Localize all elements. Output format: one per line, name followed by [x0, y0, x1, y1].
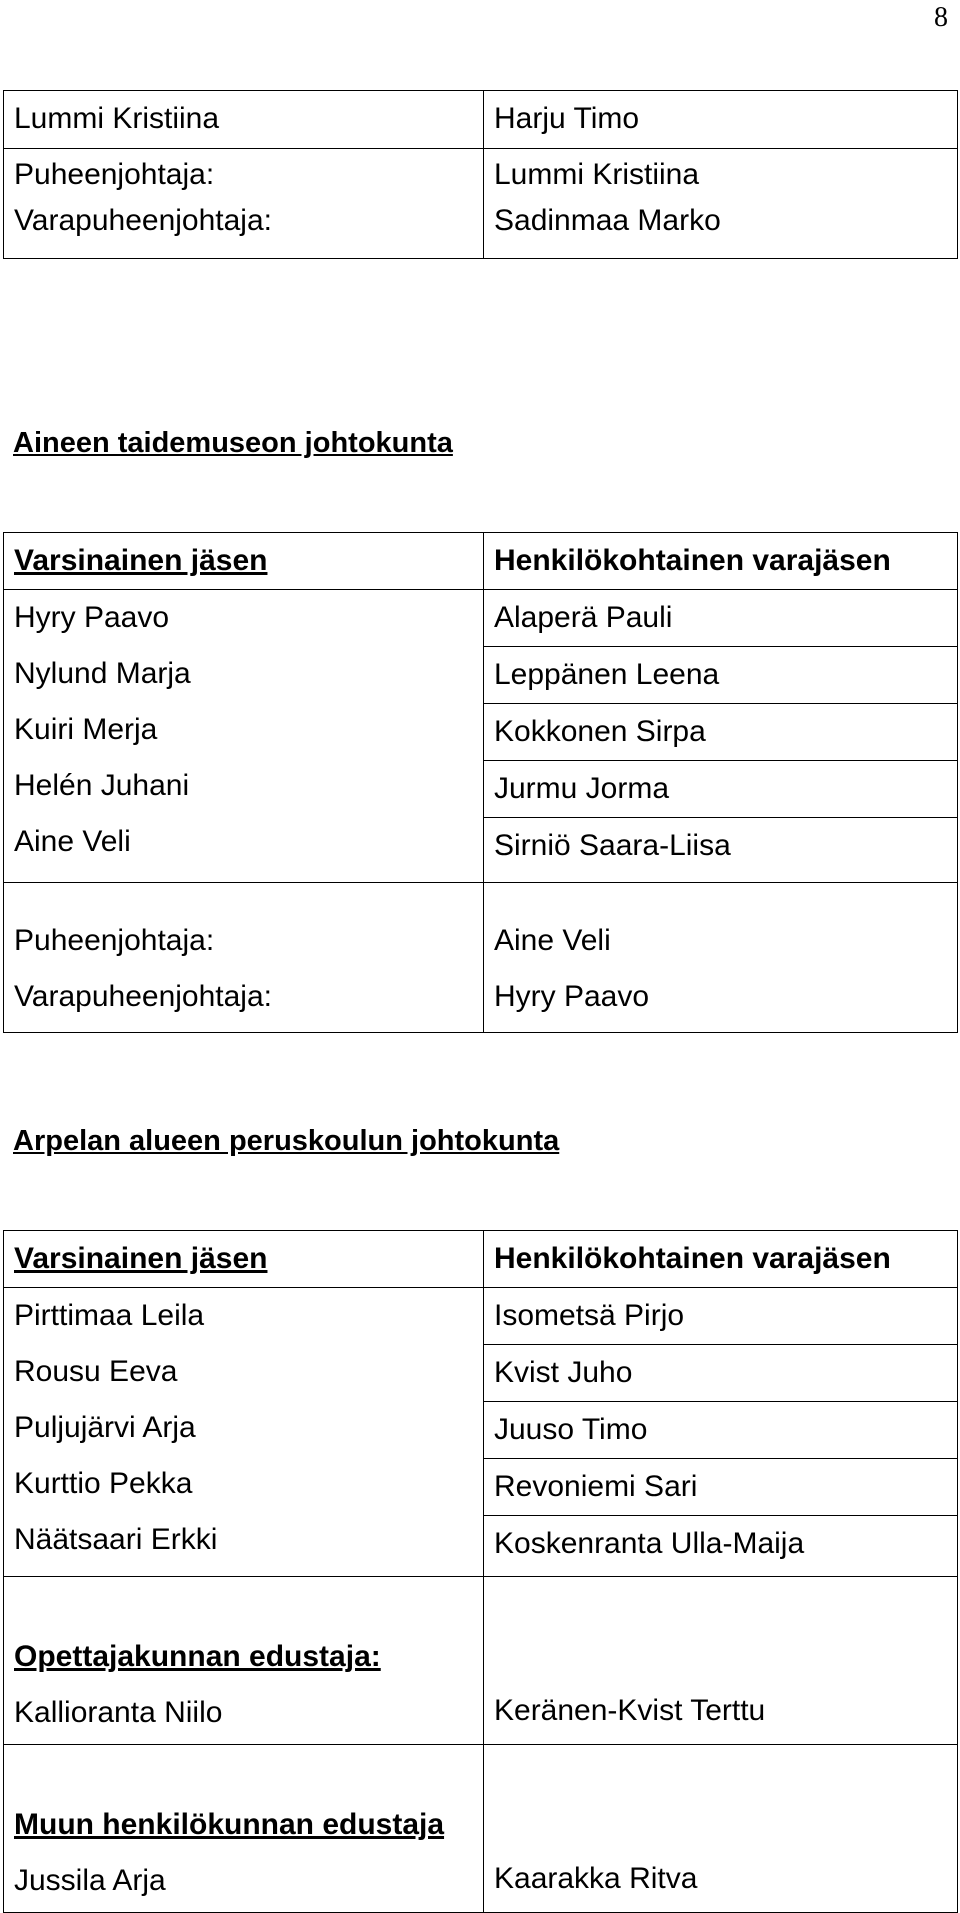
chair-label: Puheenjohtaja: [14, 158, 215, 191]
teacher-rep-deputy: Keränen-Kvist Terttu [484, 1577, 958, 1745]
col-header-deputy: Henkilökohtainen varajäsen [484, 1231, 958, 1288]
chair-name: Aine Veli [494, 924, 611, 957]
teacher-rep-cell [4, 1577, 484, 1745]
member-name: Kurttio Pekka [14, 1467, 193, 1500]
member-name: Kuiri Merja [14, 713, 158, 746]
table-row [4, 883, 958, 1033]
member-name: Näätsaari Erkki [14, 1523, 218, 1556]
deputy-name: Isometsä Pirjo [484, 1288, 957, 1345]
chair-name: Lummi Kristiina [494, 158, 700, 191]
deputy-list-cell [484, 590, 958, 883]
member-name: Helén Juhani [14, 769, 190, 802]
section-title: Arpelan alueen peruskoulun johtokunta [13, 1125, 560, 1157]
role-names-cell [484, 883, 958, 1033]
deputy-name: Revoniemi Sari [484, 1459, 957, 1516]
teacher-rep-label: Opettajakunnan edustaja: [14, 1640, 381, 1673]
member-name: Nylund Marja [14, 657, 191, 690]
page-number: 8 [934, 2, 948, 33]
deputy-name: Jurmu Jorma [484, 761, 957, 818]
staff-rep-label: Muun henkilökunnan edustaja [14, 1808, 445, 1841]
deputy-name: Kvist Juho [484, 1345, 957, 1402]
board-table-3 [3, 1230, 958, 1913]
deputy-name: Juuso Timo [484, 1402, 957, 1459]
deputy-name: Koskenranta Ulla-Maija [494, 1527, 805, 1560]
deputy-name: Leppänen Leena [484, 647, 957, 704]
member-name: Puljujärvi Arja [14, 1411, 196, 1444]
col-header-deputy: Henkilökohtainen varajäsen [484, 533, 958, 590]
member-list-cell [4, 590, 484, 883]
member-name: Aine Veli [14, 825, 131, 858]
table-row [4, 590, 958, 883]
vice-chair-label: Varapuheenjohtaja: [14, 204, 272, 237]
role-names-cell [484, 149, 958, 259]
deputy-name: Kokkonen Sirpa [484, 704, 957, 761]
col-header-member: Varsinainen jäsen [4, 533, 484, 590]
member-cell: Lummi Kristiina [4, 91, 484, 149]
role-labels-cell [4, 149, 484, 259]
deputy-name: Alaperä Pauli [484, 590, 957, 647]
table-row [4, 1577, 958, 1745]
member-list-cell [4, 1288, 484, 1577]
deputy-cell: Harju Timo [484, 91, 958, 149]
col-header-member: Varsinainen jäsen [4, 1231, 484, 1288]
deputy-name: Sirniö Saara-Liisa [494, 829, 731, 862]
member-name: Rousu Eeva [14, 1355, 178, 1388]
table-row [4, 533, 958, 590]
teacher-rep-member: Kallioranta Niilo [14, 1696, 223, 1729]
table-row [4, 91, 958, 149]
role-labels-cell [4, 883, 484, 1033]
staff-rep-cell [4, 1745, 484, 1913]
member-name: Pirttimaa Leila [14, 1299, 205, 1332]
table-row [4, 1231, 958, 1288]
staff-rep-member: Jussila Arja [14, 1864, 166, 1897]
table-row [4, 149, 958, 259]
table-row [4, 1288, 958, 1577]
vice-chair-label: Varapuheenjohtaja: [14, 980, 272, 1013]
vice-chair-name: Sadinmaa Marko [494, 204, 721, 237]
member-name: Hyry Paavo [14, 601, 170, 634]
table-row [4, 1745, 958, 1913]
board-table-1 [3, 90, 958, 259]
staff-rep-deputy: Kaarakka Ritva [484, 1745, 958, 1913]
vice-chair-name: Hyry Paavo [494, 980, 650, 1013]
deputy-list-cell [484, 1288, 958, 1577]
chair-label: Puheenjohtaja: [14, 924, 215, 957]
section-title: Aineen taidemuseon johtokunta [13, 427, 453, 459]
board-table-2 [3, 532, 958, 1033]
